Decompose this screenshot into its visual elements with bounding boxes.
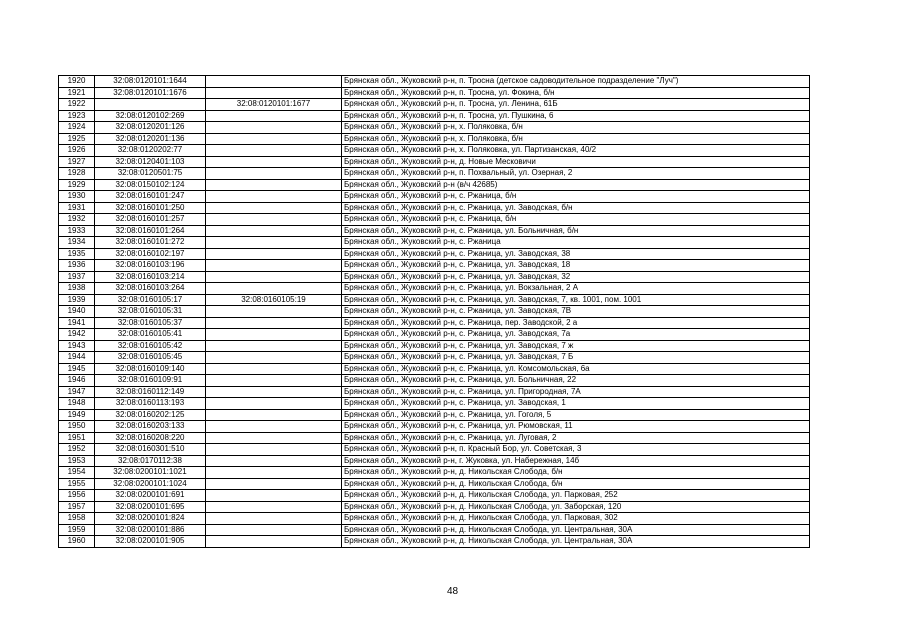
table-row	[59, 536, 810, 548]
previous-number-cell	[206, 168, 342, 180]
table-row	[59, 501, 810, 513]
cadastral-number-cell	[95, 99, 206, 111]
cadastral-number-cell: 32:08:0160105:41	[95, 329, 206, 341]
cadastral-number-cell: 32:08:0160113:193	[95, 398, 206, 410]
previous-number-cell	[206, 283, 342, 295]
row-number-cell: 1959	[59, 524, 95, 536]
cadastral-number-cell: 32:08:0160105:42	[95, 340, 206, 352]
row-number-cell: 1954	[59, 467, 95, 479]
cadastral-number-cell: 32:08:0200101:695	[95, 501, 206, 513]
cadastral-number-cell: 32:08:0160105:17	[95, 294, 206, 306]
previous-number-cell	[206, 248, 342, 260]
row-number-cell: 1932	[59, 214, 95, 226]
cadastral-number-cell: 32:08:0160102:197	[95, 248, 206, 260]
previous-number-cell	[206, 421, 342, 433]
address-cell: Брянская обл., Жуковский р-н, с. Ржаница, ул. Заводская, б/н	[342, 202, 810, 214]
previous-number-cell	[206, 490, 342, 502]
row-number-cell: 1923	[59, 110, 95, 122]
table-row	[59, 145, 810, 157]
cadastral-number-cell: 32:08:0120401:103	[95, 156, 206, 168]
previous-number-cell	[206, 225, 342, 237]
address-cell: Брянская обл., Жуковский р-н, с. Ржаница, ул. Гоголя, 5	[342, 409, 810, 421]
cadastral-number-cell: 32:08:0170112:38	[95, 455, 206, 467]
row-number-cell: 1927	[59, 156, 95, 168]
cadastral-number-cell: 32:08:0160109:91	[95, 375, 206, 387]
cadastral-number-cell: 32:08:0160105:31	[95, 306, 206, 318]
row-number-cell: 1938	[59, 283, 95, 295]
row-number-cell: 1949	[59, 409, 95, 421]
cadastral-number-cell: 32:08:0160105:37	[95, 317, 206, 329]
previous-number-cell	[206, 122, 342, 134]
table-row	[59, 260, 810, 272]
cadastral-number-cell: 32:08:0160103:214	[95, 271, 206, 283]
address-cell: Брянская обл., Жуковский р-н, х. Поляковка, б/н	[342, 122, 810, 134]
table-row	[59, 248, 810, 260]
cadastral-number-cell: 32:08:0150102:124	[95, 179, 206, 191]
address-cell: Брянская обл., Жуковский р-н, с. Ржаница, ул. Комсомольская, 6а	[342, 363, 810, 375]
address-cell: Брянская обл., Жуковский р-н, с. Ржаница, ул. Вокзальная, 2 А	[342, 283, 810, 295]
previous-number-cell	[206, 191, 342, 203]
cadastral-number-cell: 32:08:0160101:264	[95, 225, 206, 237]
previous-number-cell	[206, 179, 342, 191]
address-cell: Брянская обл., Жуковский р-н, х. Поляковка, ул. Партизанская, 40/2	[342, 145, 810, 157]
address-cell: Брянская обл., Жуковский р-н, д. Никольская Слобода, ул. Парковая, 252	[342, 490, 810, 502]
table-row	[59, 87, 810, 99]
previous-number-cell	[206, 536, 342, 548]
row-number-cell: 1953	[59, 455, 95, 467]
table-row	[59, 421, 810, 433]
cadastral-number-cell: 32:08:0160301:510	[95, 444, 206, 456]
row-number-cell: 1943	[59, 340, 95, 352]
cadastral-number-cell: 32:08:0160101:247	[95, 191, 206, 203]
address-cell: Брянская обл., Жуковский р-н, с. Ржаница, ул. Рюмовская, 11	[342, 421, 810, 433]
cadastral-number-cell: 32:08:0160112:149	[95, 386, 206, 398]
previous-number-cell	[206, 352, 342, 364]
cadastral-number-cell: 32:08:0160101:272	[95, 237, 206, 249]
table-row	[59, 191, 810, 203]
table-row	[59, 467, 810, 479]
previous-number-cell	[206, 260, 342, 272]
table-row	[59, 524, 810, 536]
cadastral-number-cell: 32:08:0160203:133	[95, 421, 206, 433]
cadastral-number-cell: 32:08:0120101:1644	[95, 76, 206, 88]
address-cell: Брянская обл., Жуковский р-н, п. Тросна, ул. Фокина, б/н	[342, 87, 810, 99]
table-row	[59, 398, 810, 410]
cadastral-number-cell: 32:08:0200101:1021	[95, 467, 206, 479]
cadastral-number-cell: 32:08:0120102:269	[95, 110, 206, 122]
address-cell: Брянская обл., Жуковский р-н, с. Ржаница, ул. Заводская, 7а	[342, 329, 810, 341]
table-row	[59, 156, 810, 168]
table-row	[59, 409, 810, 421]
previous-number-cell	[206, 501, 342, 513]
address-cell: Брянская обл., Жуковский р-н, д. Никольская Слобода, ул. Заборская, 120	[342, 501, 810, 513]
row-number-cell: 1942	[59, 329, 95, 341]
cadastral-number-cell: 32:08:0200101:905	[95, 536, 206, 548]
cadastral-number-cell: 32:08:0160103:264	[95, 283, 206, 295]
previous-number-cell	[206, 375, 342, 387]
table-row	[59, 478, 810, 490]
table-row	[59, 352, 810, 364]
address-cell: Брянская обл., Жуковский р-н, с. Ржаница, ул. Больничная, 22	[342, 375, 810, 387]
previous-number-cell	[206, 409, 342, 421]
address-cell: Брянская обл., Жуковский р-н, д. Никольская Слобода, ул. Центральная, 30А	[342, 536, 810, 548]
address-cell: Брянская обл., Жуковский р-н, с. Ржаница, ул. Заводская, 38	[342, 248, 810, 260]
address-cell: Брянская обл., Жуковский р-н, с. Ржаница, б/н	[342, 214, 810, 226]
table-row	[59, 214, 810, 226]
table-row	[59, 432, 810, 444]
table-row	[59, 317, 810, 329]
address-cell: Брянская обл., Жуковский р-н, д. Никольская Слобода, ул. Парковая, 302	[342, 513, 810, 525]
page-number: 48	[446, 586, 459, 597]
address-cell: Брянская обл., Жуковский р-н, с. Ржаница, ул. Заводская, 1	[342, 398, 810, 410]
address-cell: Брянская обл., Жуковский р-н, с. Ржаница, б/н	[342, 191, 810, 203]
table-row	[59, 202, 810, 214]
row-number-cell: 1921	[59, 87, 95, 99]
previous-number-cell	[206, 271, 342, 283]
address-cell: Брянская обл., Жуковский р-н, д. Никольская Слобода, б/н	[342, 478, 810, 490]
previous-number-cell	[206, 513, 342, 525]
row-number-cell: 1945	[59, 363, 95, 375]
row-number-cell: 1960	[59, 536, 95, 548]
row-number-cell: 1944	[59, 352, 95, 364]
row-number-cell: 1941	[59, 317, 95, 329]
row-number-cell: 1920	[59, 76, 95, 88]
table-row	[59, 168, 810, 180]
row-number-cell: 1935	[59, 248, 95, 260]
address-cell: Брянская обл., Жуковский р-н, с. Ржаница	[342, 237, 810, 249]
table-row	[59, 513, 810, 525]
table-row	[59, 99, 810, 111]
cadastral-number-cell: 32:08:0120101:1676	[95, 87, 206, 99]
table-row	[59, 363, 810, 375]
address-cell: Брянская обл., Жуковский р-н, с. Ржаница, ул. Заводская, 7, кв. 1001, пом. 1001	[342, 294, 810, 306]
previous-number-cell	[206, 145, 342, 157]
cadastral-number-cell: 32:08:0200101:886	[95, 524, 206, 536]
cadastral-number-cell: 32:08:0160109:140	[95, 363, 206, 375]
row-number-cell: 1933	[59, 225, 95, 237]
cadastral-number-cell: 32:08:0200101:691	[95, 490, 206, 502]
row-number-cell: 1951	[59, 432, 95, 444]
table-row	[59, 444, 810, 456]
previous-number-cell	[206, 76, 342, 88]
previous-number-cell	[206, 524, 342, 536]
row-number-cell: 1940	[59, 306, 95, 318]
previous-number-cell	[206, 306, 342, 318]
address-cell: Брянская обл., Жуковский р-н, с. Ржаница, ул. Заводская, 7 ж	[342, 340, 810, 352]
cadastral-number-cell: 32:08:0200101:1024	[95, 478, 206, 490]
row-number-cell: 1925	[59, 133, 95, 145]
table-row	[59, 375, 810, 387]
previous-number-cell	[206, 87, 342, 99]
cadastral-number-cell: 32:08:0120202:77	[95, 145, 206, 157]
table-row	[59, 225, 810, 237]
table-row	[59, 455, 810, 467]
address-cell: Брянская обл., Жуковский р-н, х. Поляковка, б/н	[342, 133, 810, 145]
previous-number-cell	[206, 237, 342, 249]
row-number-cell: 1950	[59, 421, 95, 433]
address-cell: Брянская обл., Жуковский р-н, с. Ржаница, ул. Заводская, 32	[342, 271, 810, 283]
previous-number-cell	[206, 133, 342, 145]
address-cell: Брянская обл., Жуковский р-н, п. Красный Бор, ул. Советская, 3	[342, 444, 810, 456]
previous-number-cell	[206, 467, 342, 479]
table-row	[59, 490, 810, 502]
table-row	[59, 76, 810, 88]
row-number-cell: 1931	[59, 202, 95, 214]
address-cell: Брянская обл., Жуковский р-н (в/ч 42685)	[342, 179, 810, 191]
row-number-cell: 1929	[59, 179, 95, 191]
previous-number-cell: 32:08:0120101:1677	[206, 99, 342, 111]
cadastral-number-cell: 32:08:0120201:136	[95, 133, 206, 145]
table-row	[59, 237, 810, 249]
row-number-cell: 1936	[59, 260, 95, 272]
address-cell: Брянская обл., Жуковский р-н, д. Новые Месковичи	[342, 156, 810, 168]
registry-table	[58, 75, 810, 548]
row-number-cell: 1955	[59, 478, 95, 490]
previous-number-cell	[206, 444, 342, 456]
cadastral-number-cell: 32:08:0200101:824	[95, 513, 206, 525]
previous-number-cell	[206, 156, 342, 168]
address-cell: Брянская обл., Жуковский р-н, г. Жуковка, ул. Набережная, 14б	[342, 455, 810, 467]
previous-number-cell	[206, 202, 342, 214]
address-cell: Брянская обл., Жуковский р-н, п. Тросна, ул. Пушкина, 6	[342, 110, 810, 122]
previous-number-cell	[206, 478, 342, 490]
cadastral-number-cell: 32:08:0160202:125	[95, 409, 206, 421]
table-row	[59, 122, 810, 134]
table-row	[59, 306, 810, 318]
cadastral-number-cell: 32:08:0120501:75	[95, 168, 206, 180]
table-row	[59, 271, 810, 283]
table-row	[59, 133, 810, 145]
row-number-cell: 1926	[59, 145, 95, 157]
address-cell: Брянская обл., Жуковский р-н, с. Ржаница, ул. Больничная, б/н	[342, 225, 810, 237]
table-row	[59, 179, 810, 191]
address-cell: Брянская обл., Жуковский р-н, д. Никольская Слобода, ул. Центральная, 30А	[342, 524, 810, 536]
previous-number-cell	[206, 363, 342, 375]
previous-number-cell	[206, 329, 342, 341]
row-number-cell: 1957	[59, 501, 95, 513]
table-row	[59, 283, 810, 295]
table-row	[59, 329, 810, 341]
cadastral-number-cell: 32:08:0160208:220	[95, 432, 206, 444]
table-row	[59, 340, 810, 352]
row-number-cell: 1934	[59, 237, 95, 249]
previous-number-cell	[206, 110, 342, 122]
cadastral-number-cell: 32:08:0160105:45	[95, 352, 206, 364]
previous-number-cell	[206, 432, 342, 444]
cadastral-number-cell: 32:08:0160103:196	[95, 260, 206, 272]
address-cell: Брянская обл., Жуковский р-н, с. Ржаница, ул. Луговая, 2	[342, 432, 810, 444]
previous-number-cell	[206, 398, 342, 410]
address-cell: Брянская обл., Жуковский р-н, п. Тросна, ул. Ленина, 61Б	[342, 99, 810, 111]
row-number-cell: 1924	[59, 122, 95, 134]
row-number-cell: 1946	[59, 375, 95, 387]
address-cell: Брянская обл., Жуковский р-н, с. Ржаница, пер. Заводской, 2 а	[342, 317, 810, 329]
row-number-cell: 1952	[59, 444, 95, 456]
row-number-cell: 1958	[59, 513, 95, 525]
row-number-cell: 1948	[59, 398, 95, 410]
previous-number-cell	[206, 455, 342, 467]
row-number-cell: 1956	[59, 490, 95, 502]
table-row	[59, 110, 810, 122]
address-cell: Брянская обл., Жуковский р-н, с. Ржаница, ул. Заводская, 7В	[342, 306, 810, 318]
previous-number-cell	[206, 214, 342, 226]
address-cell: Брянская обл., Жуковский р-н, п. Похвальный, ул. Озерная, 2	[342, 168, 810, 180]
address-cell: Брянская обл., Жуковский р-н, с. Ржаница, ул. Заводская, 18	[342, 260, 810, 272]
table-row	[59, 294, 810, 306]
row-number-cell: 1937	[59, 271, 95, 283]
row-number-cell: 1947	[59, 386, 95, 398]
row-number-cell: 1922	[59, 99, 95, 111]
row-number-cell: 1928	[59, 168, 95, 180]
previous-number-cell	[206, 386, 342, 398]
address-cell: Брянская обл., Жуковский р-н, п. Тросна (детское садоводительное подразделение "Луч")	[342, 76, 810, 88]
cadastral-number-cell: 32:08:0160101:257	[95, 214, 206, 226]
cadastral-number-cell: 32:08:0160101:250	[95, 202, 206, 214]
row-number-cell: 1939	[59, 294, 95, 306]
address-cell: Брянская обл., Жуковский р-н, д. Никольская Слобода, б/н	[342, 467, 810, 479]
address-cell: Брянская обл., Жуковский р-н, с. Ржаница, ул. Заводская, 7 Б	[342, 352, 810, 364]
cadastral-number-cell: 32:08:0120201:126	[95, 122, 206, 134]
previous-number-cell: 32:08:0160105:19	[206, 294, 342, 306]
registry-table-body	[59, 76, 810, 548]
previous-number-cell	[206, 340, 342, 352]
previous-number-cell	[206, 317, 342, 329]
address-cell: Брянская обл., Жуковский р-н, с. Ржаница, ул. Пригородная, 7А	[342, 386, 810, 398]
table-row	[59, 386, 810, 398]
row-number-cell: 1930	[59, 191, 95, 203]
